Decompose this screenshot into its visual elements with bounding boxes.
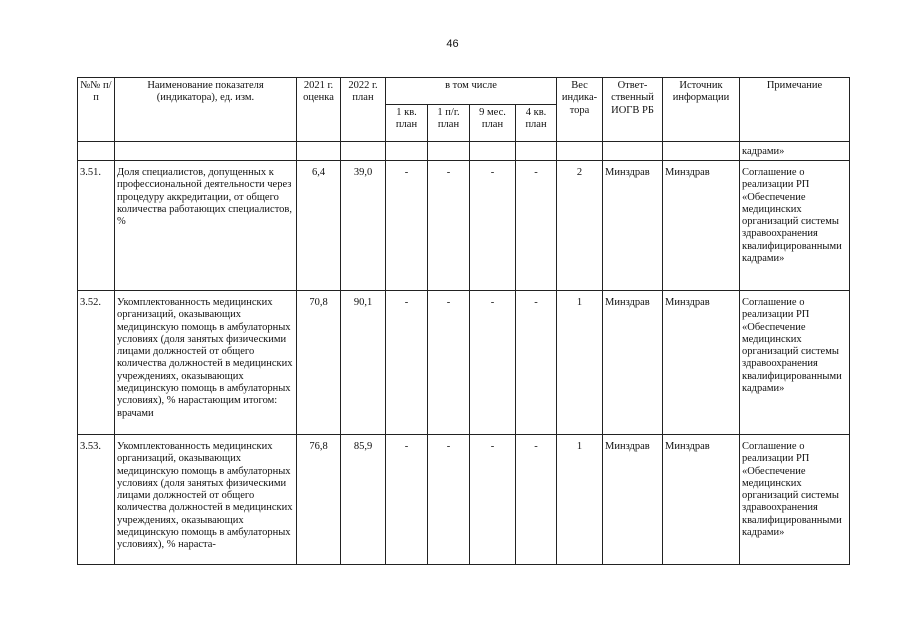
row-9m: - — [470, 161, 516, 291]
row-2022: 39,0 — [341, 161, 386, 291]
row-num: 3.52. — [78, 291, 115, 435]
header-q4: 4 кв. план — [516, 105, 557, 142]
row-h1: - — [428, 291, 470, 435]
row-q1: - — [386, 291, 428, 435]
row-h1: - — [428, 161, 470, 291]
table-header-row-1 — [78, 78, 850, 105]
row-9m: - — [470, 291, 516, 435]
row-source: Минздрав — [663, 161, 740, 291]
header-9m: 9 мес. план — [470, 105, 516, 142]
row-2022: 90,1 — [341, 291, 386, 435]
row-note: Соглашение о реализации РП «Обеспечение медицинских организаций системы здравоохранения квалифицированными кадрами» — [740, 435, 850, 565]
row-9m: - — [470, 435, 516, 565]
header-source: Источник информации — [663, 78, 740, 142]
row-weight: 2 — [557, 161, 603, 291]
row-responsible: Минздрав — [603, 435, 663, 565]
row-weight: 1 — [557, 435, 603, 565]
row-q4: - — [516, 435, 557, 565]
row-2021: 76,8 — [297, 435, 341, 565]
row-name: Доля специалистов, допущенных к профессиональной деятельности через процедуру аккредитации, от общего количества работающих специалистов, % — [115, 161, 297, 291]
row-name: Укомплектованность медицинских организаций, оказывающих медицинскую помощь в амбулаторных условиях (доля занятых физическими лицами должностей от общего количества должностей в медицинских учреждениях, оказывающих медицинскую помощь в амбулаторных условиях), % нарастающим итогом: врачами — [115, 291, 297, 435]
header-name: Наименование показателя (индикатора), ед. изм. — [115, 78, 297, 142]
table-row — [78, 435, 850, 565]
row-num: 3.51. — [78, 161, 115, 291]
header-responsible: Ответ-ственный ИОГВ РБ — [603, 78, 663, 142]
header-2022: 2022 г. план — [341, 78, 386, 142]
indicators-table — [77, 77, 850, 565]
row-source: Минздрав — [663, 291, 740, 435]
table-row — [78, 291, 850, 435]
row-q4: - — [516, 291, 557, 435]
row-responsible: Минздрав — [603, 291, 663, 435]
row-source: Минздрав — [663, 435, 740, 565]
row-2022: 85,9 — [341, 435, 386, 565]
header-h1: 1 п/г. план — [428, 105, 470, 142]
row-2021: 6,4 — [297, 161, 341, 291]
row-q1: - — [386, 161, 428, 291]
row-h1: - — [428, 435, 470, 565]
row-note: Соглашение о реализации РП «Обеспечение медицинских организаций системы здравоохранения квалифицированными кадрами» — [740, 291, 850, 435]
header-q1: 1 кв. план — [386, 105, 428, 142]
header-weight: Вес индика-тора — [557, 78, 603, 142]
row-weight: 1 — [557, 291, 603, 435]
row-q1: - — [386, 435, 428, 565]
row-q4: - — [516, 161, 557, 291]
table-row — [78, 161, 850, 291]
header-num: №№ п/п — [78, 78, 115, 142]
row-num: 3.53. — [78, 435, 115, 565]
header-2021: 2021 г. оценка — [297, 78, 341, 142]
row-responsible: Минздрав — [603, 161, 663, 291]
row-name: Укомплектованность медицинских организаций, оказывающих медицинскую помощь в амбулаторных условиях (доля занятых физическими лицами должностей от общего количества должностей в медицинских учреждениях, оказывающих медицинскую помощь в амбулаторных условиях), % нараста- — [115, 435, 297, 565]
carry-over-row — [78, 142, 850, 161]
header-note: Примечание — [740, 78, 850, 142]
row-note: Соглашение о реализации РП «Обеспечение медицинских организаций системы здравоохранения квалифицированными кадрами» — [740, 161, 850, 291]
page-number: 46 — [446, 38, 459, 50]
carry-over-note: кадрами» — [740, 142, 850, 161]
header-including: в том числе — [386, 78, 557, 105]
row-2021: 70,8 — [297, 291, 341, 435]
